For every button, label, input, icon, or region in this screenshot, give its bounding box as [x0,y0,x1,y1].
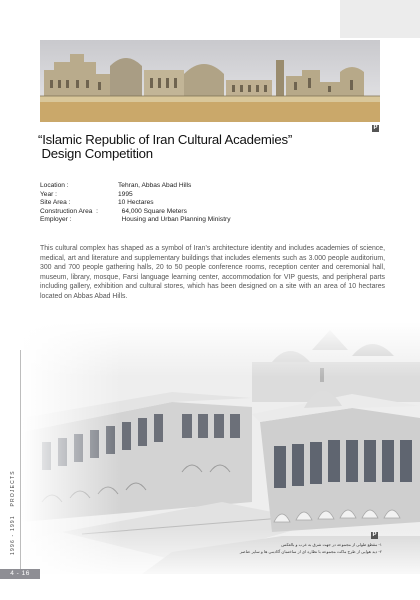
caption-line-1: ۱- مقطع طولی از مجموعه در جهت شرق به غرب و بالعکس [281,542,382,547]
spec-row [40,191,231,200]
figure-caption [232,541,382,555]
side-label [10,464,16,555]
spec-row [40,216,231,225]
spec-row [40,182,231,191]
side-label-projects: PROJECTS [10,470,16,507]
caption-line-2: ۲- دید هوایی از طرح ماکت مجموعه با نظاره ای از ساختمان آکادمی ها و سایر عناصر [239,549,382,554]
spec-label: Employer : [40,216,72,224]
figure-marker-2: P [372,532,377,538]
spec-label: Year : [40,190,57,198]
title-line-2: Design Competition [38,146,153,161]
title-line-1: “Islamic Republic of Iran Cultural Academies” [38,132,293,147]
figure-marker-1: P [373,125,378,131]
spec-label: Site Area : [40,199,71,207]
corner-tab [340,0,420,38]
spec-value: 10 Hectares [118,199,154,207]
spec-row [40,208,231,217]
model-photo-svg [22,322,420,574]
page-number: 4 - 16 [0,569,40,579]
spec-value: 1995 [118,190,133,198]
elevation-svg [40,40,380,122]
page-title [38,133,358,161]
elevation-drawing [40,40,380,122]
spec-value: 64,000 Square Meters [118,207,187,215]
side-label-years: 1996 - 1991 [10,515,16,555]
spec-value: Housing and Urban Planning Ministry [118,216,231,224]
side-rule [20,350,21,570]
spec-value: Tehran, Abbas Abad Hills [118,182,192,189]
spec-label: Location : [40,182,69,189]
project-specs [40,182,231,225]
spec-row [40,199,231,208]
project-description: This cultural complex has shaped as a symbol of Iran’s architecture identity and includes academies of science, medical, art and literature and supplementary buildings that includes elements such as 3.000 people auditorium, 300 and 700 people gathering halls, 20 to 50 people conference rooms, reception center and ceremonial hall, museum, library, mosque, Farsi language learning center, accommodation for VIP guests, and peripheral parts including gallery, exhibition and cultural stores, which has been designed on a site with an area of 10 hectares located on Abbas Abad Hills. [40,245,385,300]
spec-label: Construction Area : [40,207,98,215]
model-photo [22,322,420,574]
